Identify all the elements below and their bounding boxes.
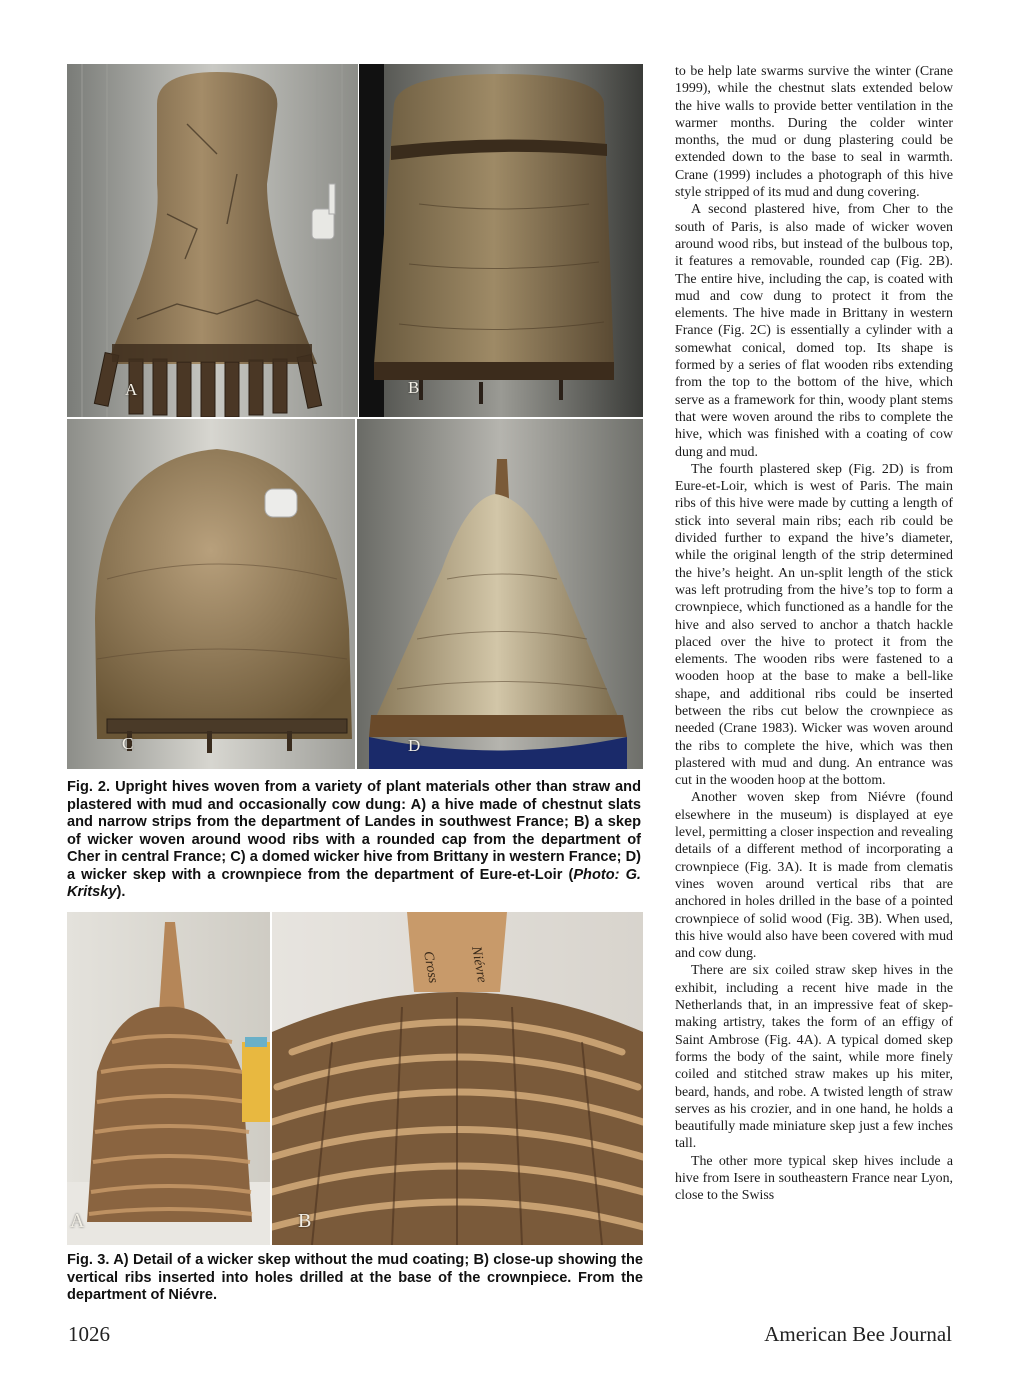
fig2d-photo bbox=[357, 419, 643, 769]
fig2-caption-end: ). bbox=[116, 884, 126, 900]
page-number: 1026 bbox=[68, 1322, 110, 1346]
fig2c-label: C bbox=[122, 734, 134, 753]
crownpiece-wicker-skep-photo bbox=[357, 419, 643, 769]
article-body-column bbox=[675, 63, 953, 1205]
fig2-caption bbox=[67, 779, 641, 902]
svg-text:Niévre: Niévre bbox=[468, 945, 490, 984]
fig3a-photo bbox=[67, 912, 270, 1245]
body-paragraph: The fourth plastered skep (Fig. 2D) is from Eure-et-Loir, which is west of Paris. The main ribs of this hive were made by cutting a length of stick into several main ribs; each rib could be divided further to expand the hive’s diameter, while the original length of the strip determined the hive’s height. An un-split length of the stick was left protruding from the hive’s top to form a crownpiece, which functioned as a handle for the hive and also served to anchor a thatch hackle placed over the hive to protect it from the elements. The wooden ribs were fastened to a wooden hoop at the base to make a bell-like shape, and additional ribs could be inserted between the ribs cut below the crownpiece as needed (Crane 1983). Wicker was woven around the ribs to complete the hive, which was then plastered with mud and dung. An entrance was cut in the wooden hoop at the bottom. bbox=[675, 461, 953, 789]
fig3-caption-text: A) Detail of a wicker skep without the mud coating; B) close-up showing the vertical ribs inserted into holes drilled at the base of the crownpiece. From the department of Niévre. bbox=[67, 1252, 643, 1303]
fig3b-photo bbox=[272, 912, 643, 1245]
chestnut-slat-hive-photo bbox=[67, 64, 358, 417]
wicker-skep-detail-photo bbox=[67, 912, 270, 1245]
fig2b-label: B bbox=[408, 378, 420, 397]
fig2c-photo bbox=[67, 419, 355, 769]
domed-wicker-hive-photo bbox=[67, 419, 355, 769]
svg-text:Cross: Cross bbox=[420, 950, 441, 985]
fig3-caption-lead: Fig. 3. bbox=[67, 1252, 110, 1268]
journal-name: American Bee Journal bbox=[764, 1322, 952, 1346]
fig3b-label: B bbox=[298, 1210, 312, 1232]
fig2a-photo bbox=[67, 64, 358, 417]
body-paragraph: to be help late swarms survive the winter (Crane 1999), while the chestnut slats extended below the hive walls to provide better ventilation in the warmer months. During the colder winter months, the mud or dung plastering could be extended down to the base to seal in warmth. Crane (1999) includes a photograph of this hive style stripped of its mud and dung covering. bbox=[675, 64, 953, 201]
fig2a-label: A bbox=[125, 380, 138, 399]
fig2-photo-credit: Photo: G. Kritsky bbox=[67, 866, 641, 900]
body-paragraph: The other more typical skep hives include a hive from Isere in southeastern France near Lyon, close to the Swiss bbox=[675, 1153, 953, 1204]
body-paragraph: Another woven skep from Niévre (found elsewhere in the museum) is displayed at eye level, permitting a closer inspection and revealing details of a different method of incorporating a crownpiece (Fig. 3A). It is made from clematis vines woven around vertical ribs that are anchored in holes drilled in the base of a pointed crownpiece of solid wood (Fig. 3B). When used, this hive would also have been covered with mud and cow dung. bbox=[675, 790, 953, 962]
fig3a-label: A bbox=[70, 1210, 85, 1232]
fig2-caption-lead: Fig. 2. bbox=[67, 779, 111, 795]
fig2-caption-text: Upright hives woven from a variety of plant materials other than straw and plastered with mud and occasionally cow dung: A) a hive made of chestnut slats and narrow strips from the department of Landes in southwest France; B) a skep of wicker woven around wood ribs with a rounded cap from the department of Cher in central France; C) a domed wicker hive from Brittany in western France; D) a wicker skep with a crownpiece from the department of Eure-et-Loir ( bbox=[67, 779, 641, 883]
wicker-capped-skep-photo bbox=[359, 64, 643, 417]
fig2d-label: D bbox=[408, 736, 421, 755]
fig3-caption bbox=[67, 1252, 643, 1305]
body-paragraph: A second plastered hive, from Cher to the south of Paris, is also made of wicker woven around wood ribs, but instead of the bulbous top, it features a removable, rounded cap (Fig. 2B). The entire hive, including the cap, is coated with mud and cow dung to protect it from the elements. The hive made in Brittany in western France (Fig. 2C) is essentially a cylinder with a somewhat conical, domed top. Its shape is formed by a series of flat wooden ribs extending from the top to the bottom of the hive, which serve as a framework for thin, woody plant stems that were woven around the ribs to complete the hive, which was finished with a coating of cow dung and mud. bbox=[675, 202, 953, 460]
body-paragraph: There are six coiled straw skep hives in the exhibit, including a recent hive made in the Netherlands that, in an impressive feat of skep-making artistry, takes the form of an effigy of Saint Ambrose (Fig. 4A). A typical domed skep forms the body of the saint, while more finely coiled and stitched straw makes up his miter, beard, hands, and robe. A twisted length of straw serves as his crozier, and in one hand, he holds a beautifully made miniature skep just a few inches tall. bbox=[675, 963, 953, 1152]
crownpiece-closeup-photo bbox=[272, 912, 643, 1245]
fig2b-photo bbox=[359, 64, 643, 417]
